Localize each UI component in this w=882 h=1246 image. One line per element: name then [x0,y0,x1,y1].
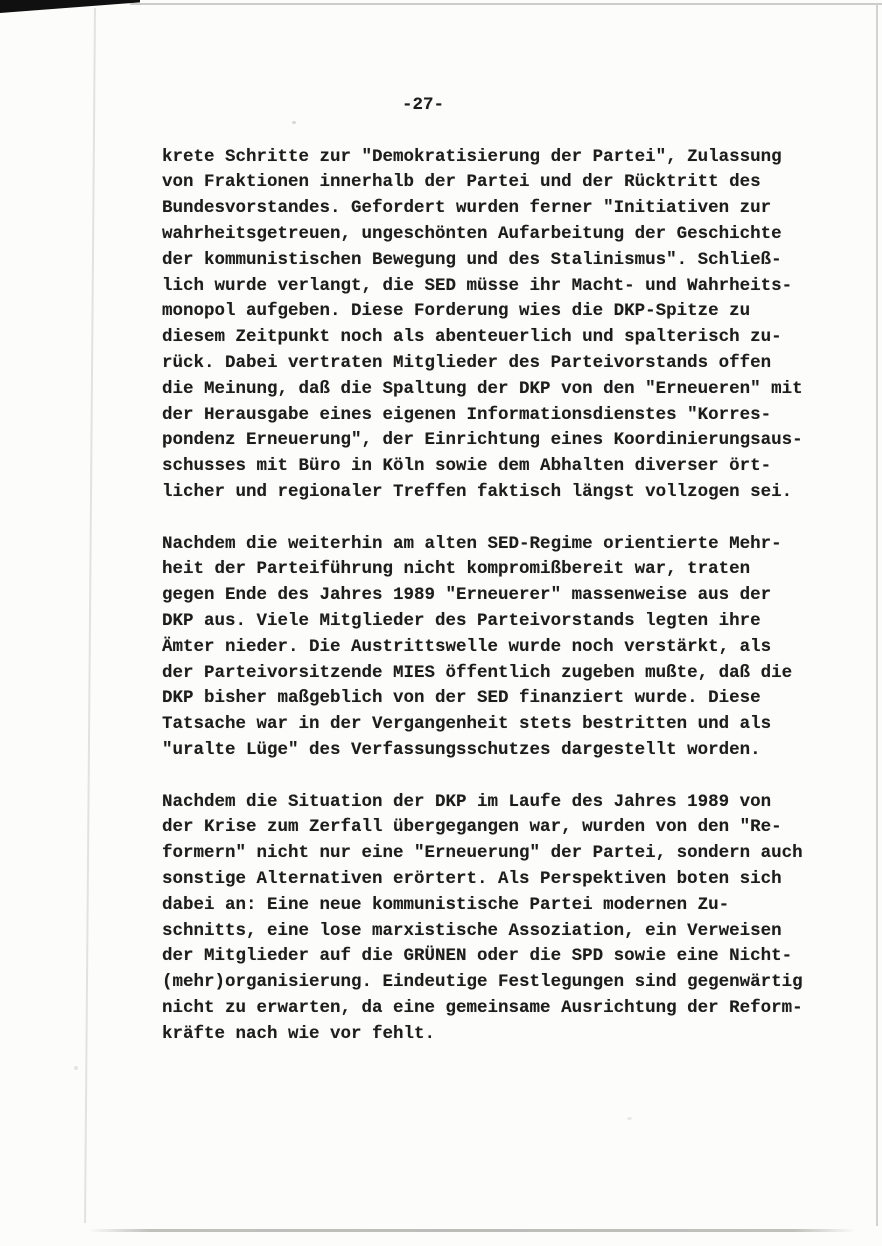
text-line: Nachdem die weiterhin am alten SED-Regime orientierte Mehr- [162,533,782,554]
paragraph [162,790,862,1048]
text-line: die Meinung, daß die Spaltung der DKP von den "Erneueren" mit [162,378,803,399]
text-line: (mehr)organisierung. Eindeutige Festlegungen sind gegenwärtig [162,972,803,993]
text-line: lich wurde verlangt, die SED müsse ihr Macht- und Wahrheits- [162,275,793,296]
text-line: Tatsache war in der Vergangenheit stets bestritten und als [162,714,772,735]
text-line: schnitts, eine lose marxistische Assoziation, ein Verweisen [162,920,782,941]
text-line: gegen Ende des Jahres 1989 "Erneuerer" massenweise aus der [162,585,772,606]
paragraph [162,145,862,506]
page-edge-top [130,3,882,5]
text-line: der Mitglieder auf die GRÜNEN oder die SPD sowie eine Nicht- [162,946,793,967]
text-line: der Herausgabe eines eigenen Informationsdienstes "Korres- [162,404,772,425]
text-line: "uralte Lüge" des Verfassungsschutzes dargestellt worden. [162,739,761,760]
text-line: diesem Zeitpunkt noch als abenteuerlich und spalterisch zu- [162,327,782,348]
scan-speck [627,1117,632,1120]
page-edge-left [84,8,96,1223]
text-line: dabei an: Eine neue kommunistische Partei modernen Zu- [162,894,730,915]
text-line: Bundesvorstandes. Gefordert wurden ferner "Initiativen zur [162,198,772,219]
text-line: pondenz Erneuerung", der Einrichtung eines Koordinierungsaus- [162,430,803,451]
text-line: der Parteivorsitzende MIES öffentlich zugeben mußte, daß die [162,662,793,683]
text-line: rück. Dabei vertraten Mitglieder des Parteivorstands offen [162,352,772,373]
text-line: Nachdem die Situation der DKP im Laufe des Jahres 1989 von [162,791,772,812]
page-number: -27- [402,95,445,115]
text-line: DKP aus. Viele Mitglieder des Parteivorstands legten ihre [162,610,761,631]
text-line: Ämter nieder. Die Austrittswelle wurde noch verstärkt, als [162,636,772,657]
text-line: nicht zu erwarten, da eine gemeinsame Ausrichtung der Reform- [162,997,803,1018]
scan-corner-artifact [0,0,140,13]
text-line: DKP bisher maßgeblich von der SED finanziert wurde. Diese [162,688,761,709]
text-line: der Krise zum Zerfall übergegangen war, wurden von den "Re- [162,817,782,838]
text-line: der kommunistischen Bewegung und des Stalinismus". Schließ- [162,249,782,270]
text-line: sonstige Alternativen erörtert. Als Perspektiven boten sich [162,868,782,889]
page-content [162,93,862,1073]
text-line: heit der Parteiführung nicht kompromißbereit war, traten [162,559,751,580]
page-edge-bottom [88,1229,856,1232]
text-line: monopol aufgeben. Diese Forderung wies die DKP-Spitze zu [162,301,751,322]
text-line: von Fraktionen innerhalb der Partei und der Rücktritt des [162,172,761,193]
text-line: kräfte nach wie vor fehlt. [162,1023,436,1044]
page-edge-right [876,4,878,1226]
text-line: krete Schritte zur "Demokratisierung der Partei", Zulassung [162,146,782,167]
scan-speck [74,1066,78,1070]
text-line: schusses mit Büro in Köln sowie dem Abhalten diverser ört- [162,456,772,477]
text-line: wahrheitsgetreuen, ungeschönten Aufarbeitung der Geschichte [162,223,782,244]
text-line: licher und regionaler Treffen faktisch längst vollzogen sei. [162,481,793,502]
paragraph [162,532,862,764]
document-text [162,145,862,1048]
text-line: formern" nicht nur eine "Erneuerung" der Partei, sondern auch [162,843,803,864]
